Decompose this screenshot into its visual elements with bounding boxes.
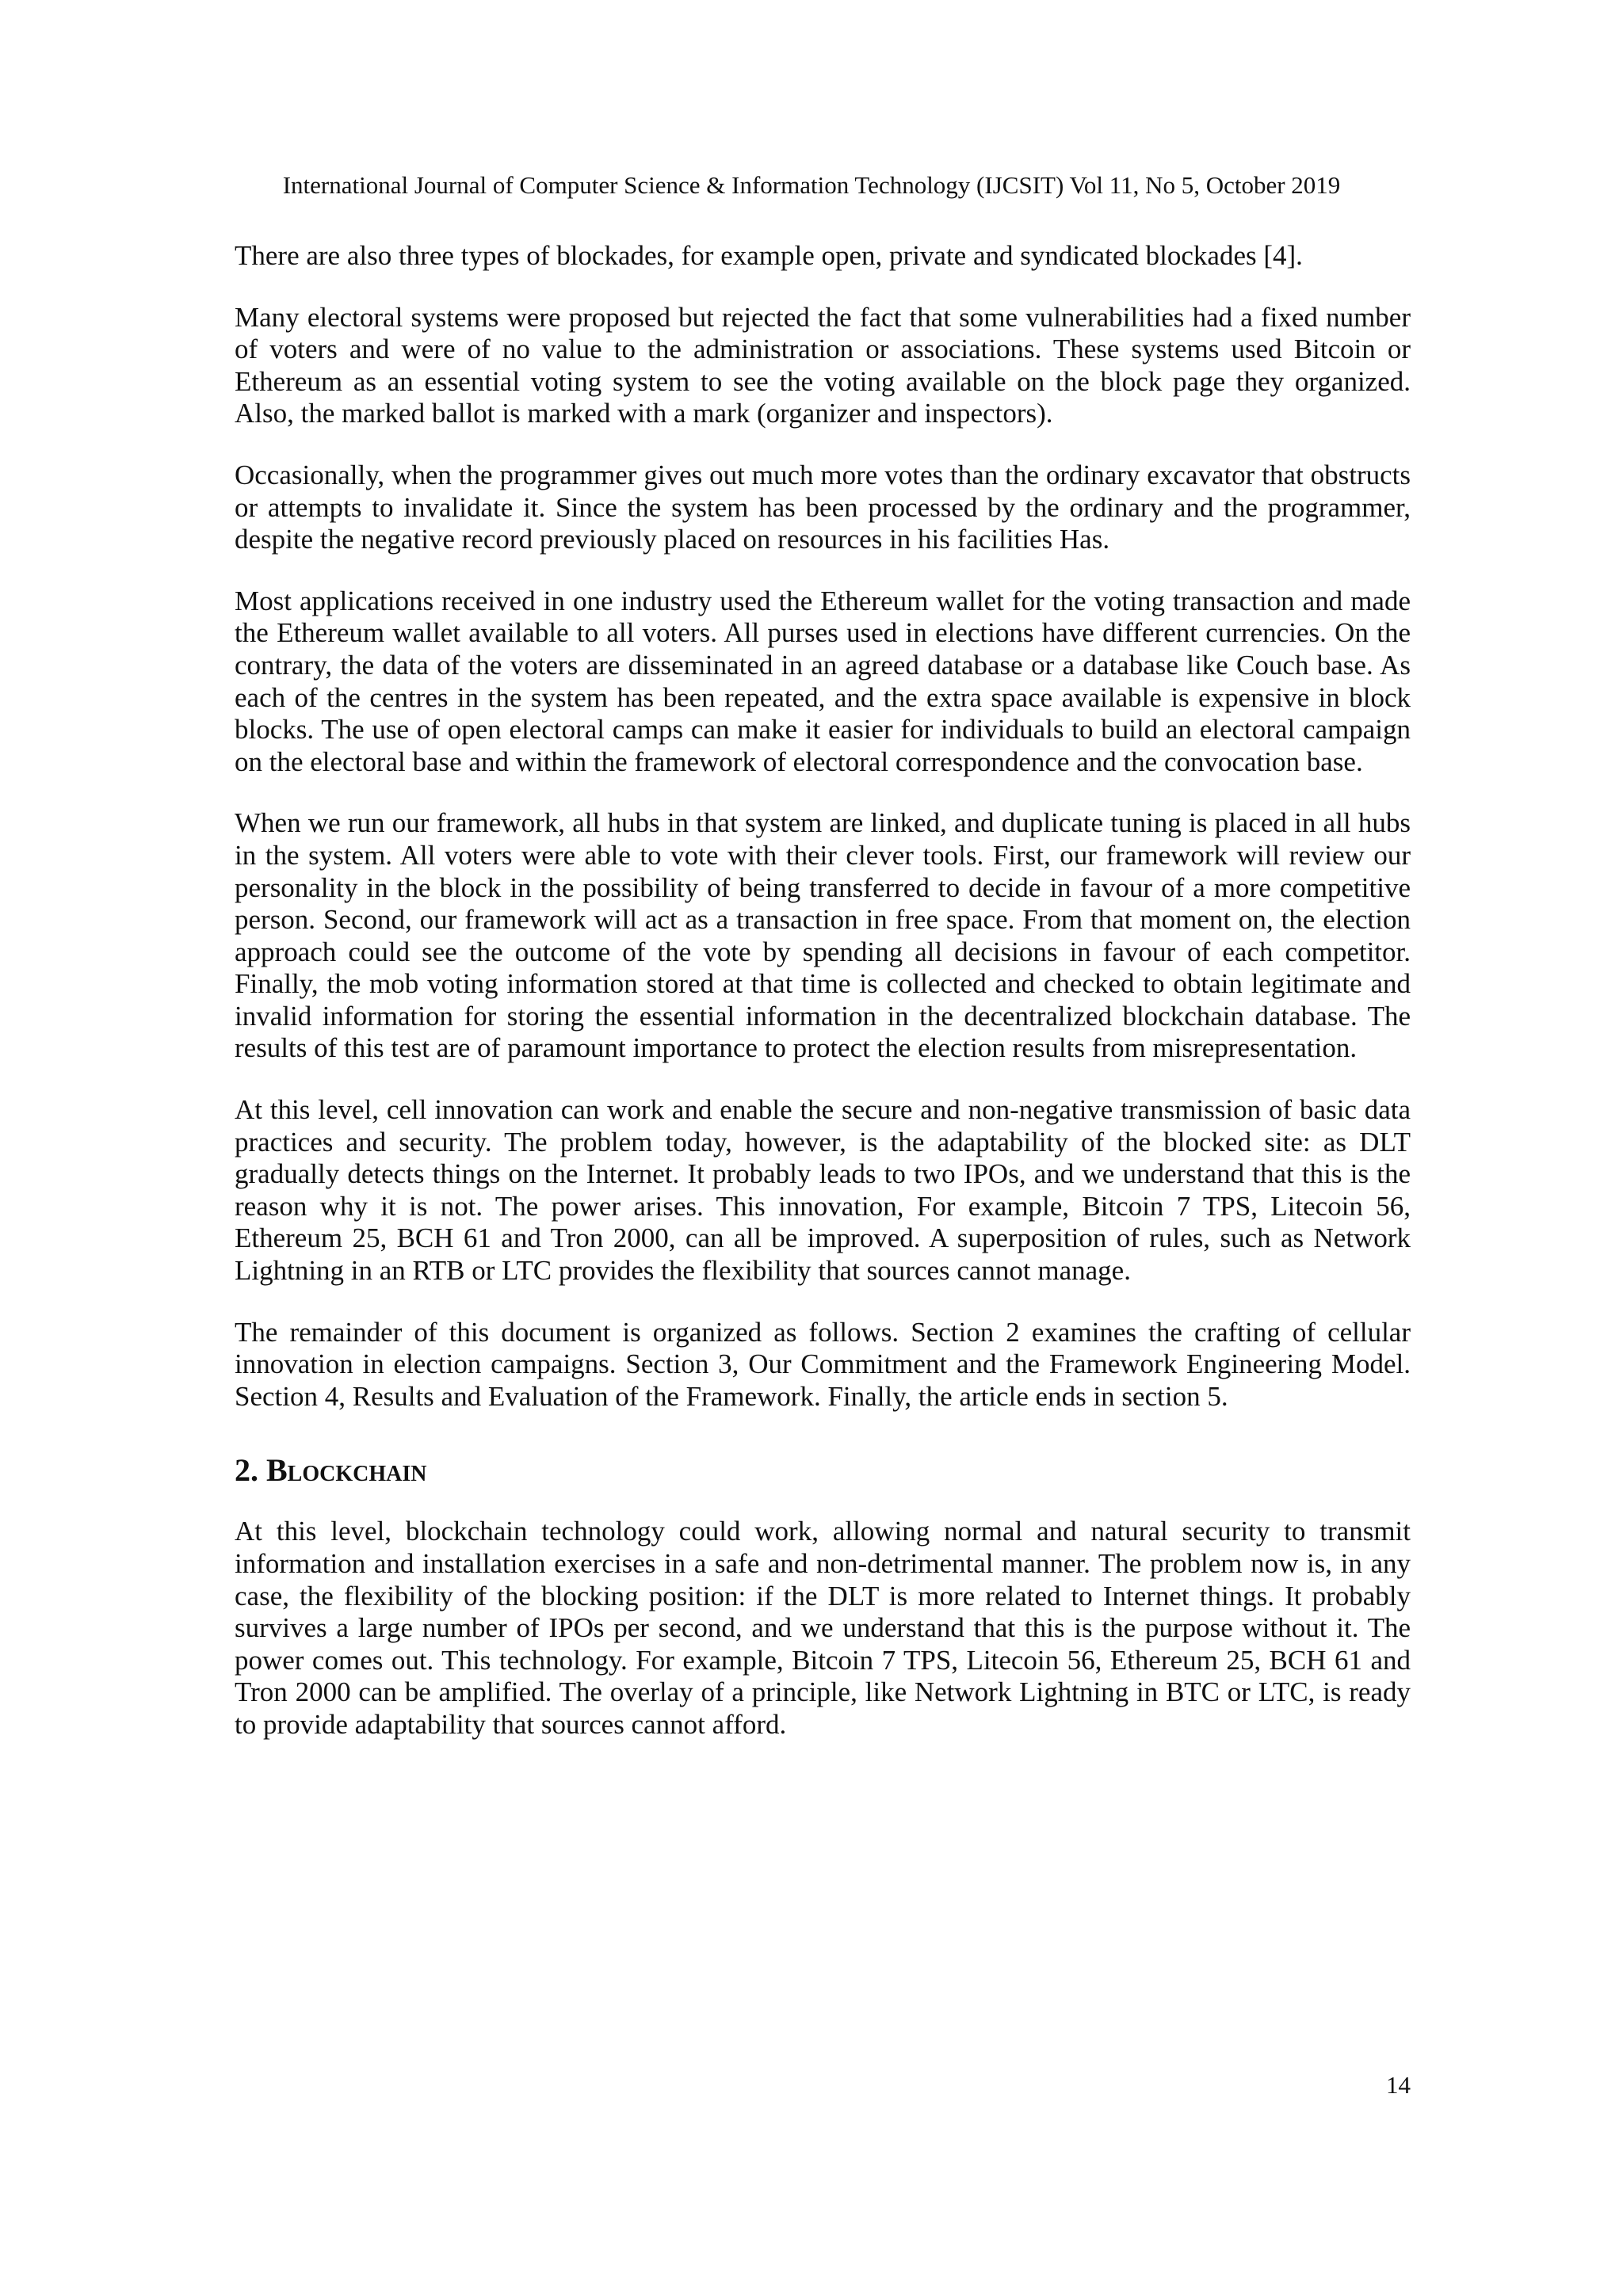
body-paragraph: When we run our framework, all hubs in that system are linked, and duplicate tuning is placed in all hubs in the system. All voters were able to vote with their clever tools. First, our framework will review our personality in the block in the possibility of being transferred to decide in favour of a more competitive person. Second, our framework will act as a transaction in free space. From that moment on, the election approach could see the outcome of the vote by spending all decisions in favour of each competitor. Finally, the mob voting information stored at that time is collected and checked to obtain legitimate and invalid information for storing the essential information in the decentralized blockchain database. The results of this test are of paramount importance to protect the election results from misrepresentation. xyxy=(235,807,1411,1064)
section-title: Blockchain xyxy=(266,1452,427,1489)
page-body xyxy=(235,240,1411,1771)
running-header: International Journal of Computer Science & Information Technology (IJCSIT) Vol 11, No 5, October 2019 xyxy=(282,171,1341,199)
page-number: 14 xyxy=(1386,2071,1411,2099)
body-paragraph: Many electoral systems were proposed but rejected the fact that some vulnerabilities had a fixed number of voters and were of no value to the administration or associations. These systems used Bitcoin or Ethereum as an essential voting system to see the voting available on the block page they organized. Also, the marked ballot is marked with a mark (organizer and inspectors). xyxy=(235,301,1411,429)
body-paragraph: The remainder of this document is organized as follows. Section 2 examines the crafting of cellular innovation in election campaigns. Section 3, Our Commitment and the Framework Engineering Model. Section 4, Results and Evaluation of the Framework. Finally, the article ends in section 5. xyxy=(235,1316,1411,1412)
body-paragraph: At this level, cell innovation can work and enable the secure and non-negative transmission of basic data practices and security. The problem today, however, is the adaptability of the blocked site: as DLT gradually detects things on the Internet. It probably leads to two IPOs, and we understand that this is the reason why it is not. The power arises. This innovation, For example, Bitcoin 7 TPS, Litecoin 56, Ethereum 25, BCH 61 and Tron 2000, can all be improved. A superposition of rules, such as Network Lightning in an RTB or LTC provides the flexibility that sources cannot manage. xyxy=(235,1094,1411,1287)
body-paragraph: There are also three types of blockades, for example open, private and syndicated blockades [4]. xyxy=(235,240,1303,271)
section-number: 2. xyxy=(235,1452,266,1489)
body-paragraph: Most applications received in one industry used the Ethereum wallet for the voting transaction and made the Ethereum wallet available to all voters. All purses used in elections have different currencies. On the contrary, the data of the voters are disseminated in an agreed database or a database like Couch base. As each of the centres in the system has been repeated, and the extra space available is expensive in block blocks. The use of open electoral camps can make it easier for individuals to build an electoral campaign on the electoral base and within the framework of electoral correspondence and the convocation base. xyxy=(235,585,1411,777)
section-paragraph: At this level, blockchain technology could work, allowing normal and natural security to transmit information and installation exercises in a safe and non-detrimental manner. The problem now is, in any case, the flexibility of the blocking position: if the DLT is more related to Internet things. It probably survives a large number of IPOs per second, and we understand that this is the purpose without it. The power comes out. This technology. For example, Bitcoin 7 TPS, Litecoin 56, Ethereum 25, BCH 61 and Tron 2000 can be amplified. The overlay of a principle, like Network Lightning in BTC or LTC, is ready to provide adaptability that sources cannot afford. xyxy=(235,1516,1411,1740)
section-heading xyxy=(235,1451,1411,1489)
body-paragraph: Occasionally, when the programmer gives out much more votes than the ordinary excavator that obstructs or attempts to invalidate it. Since the system has been processed by the ordinary and the programmer, despite the negative record previously placed on resources in his facilities Has. xyxy=(235,459,1411,555)
